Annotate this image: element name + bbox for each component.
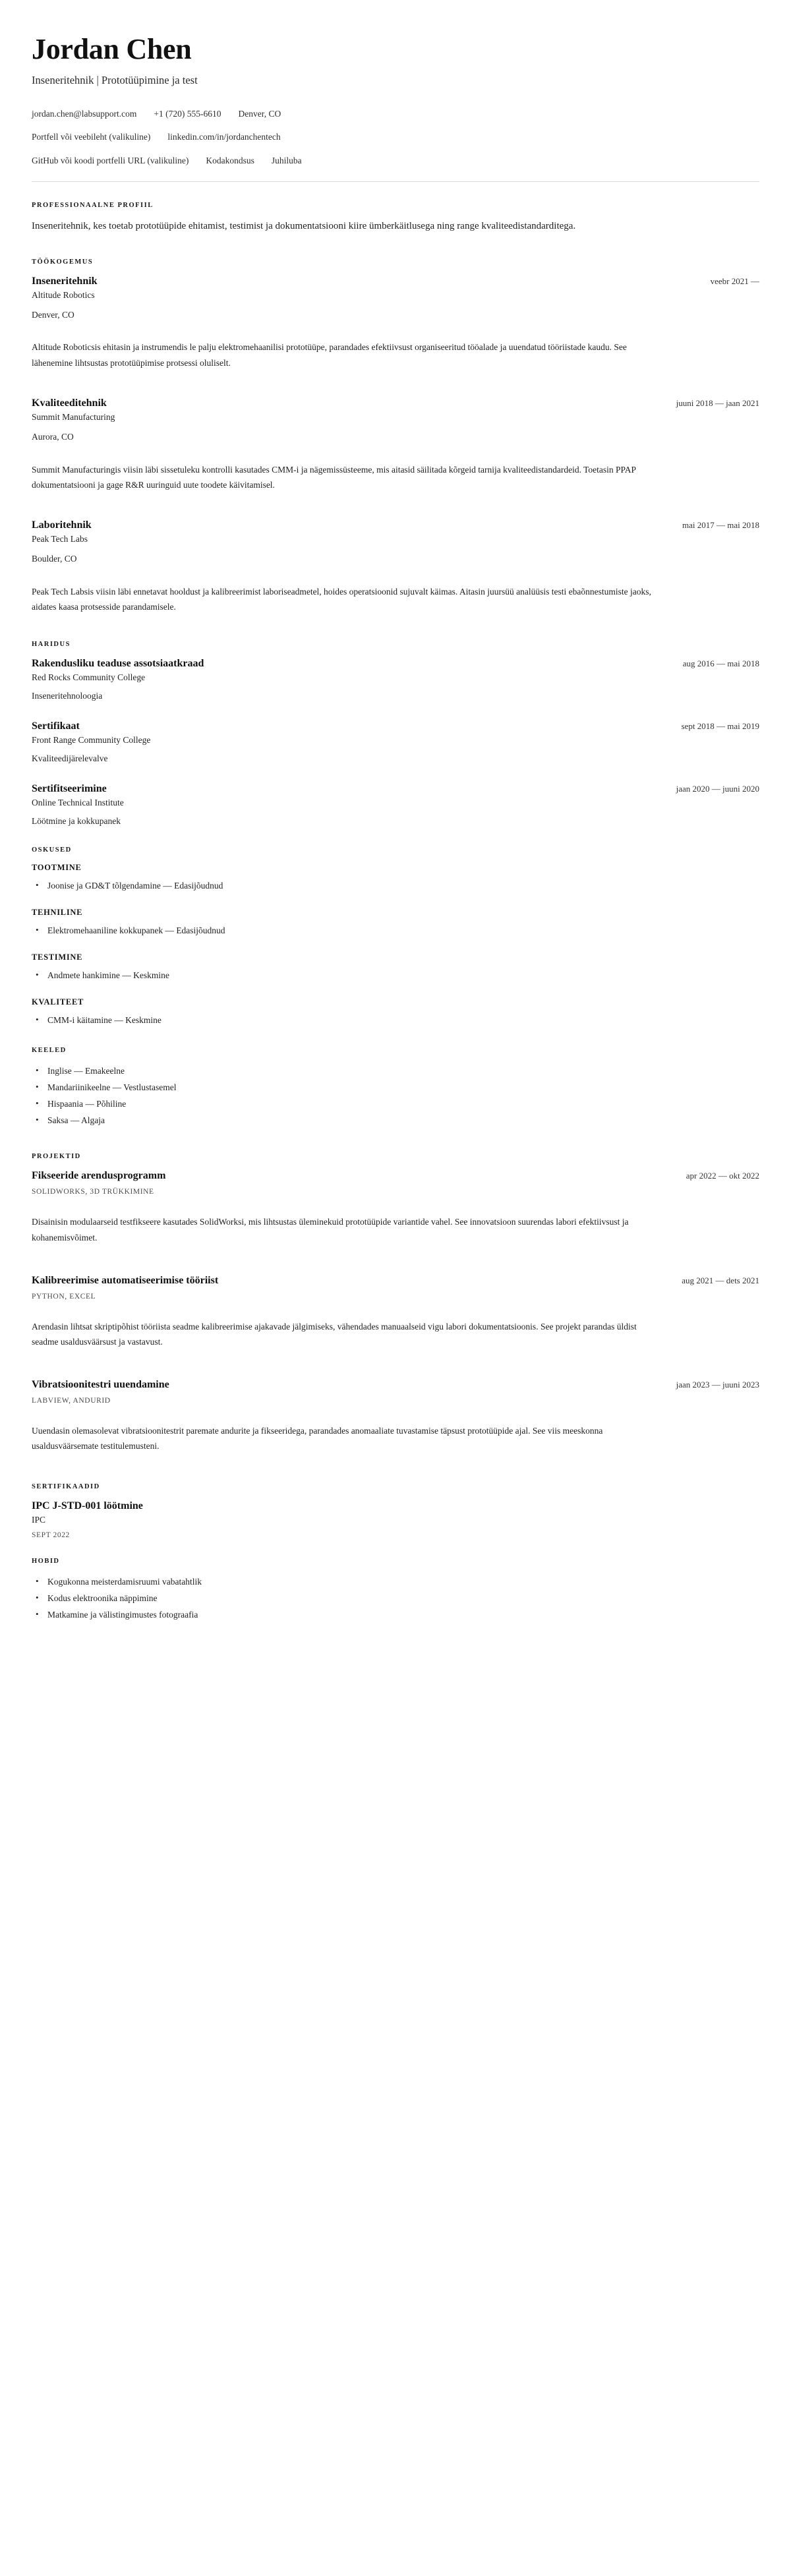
skill-group-title: TEHNILINE [32,907,83,917]
project-description: Uuendasin olemasolevat vibratsioonitestrit paremate andurite ja fikseeridega, parandades anomaaliate tuvastamise täpsust prototüüpide ajal. See viis meeskonna usaldusväärsemate testitulemusteni. [32,1426,603,1451]
project-entry-head [32,1169,759,1183]
section-hobbies [32,1558,759,1624]
language-item: • Mandariinikeelne — Vestlustasemel [32,1080,759,1096]
skill-item: • Elektromehaaniline kokkupanek — Edasijõudnud [32,923,759,939]
certification-issuer: IPC [32,1514,46,1525]
section-projects [32,1153,759,1453]
header-divider [32,181,759,182]
project-entry-head [32,1378,759,1391]
contact-linkedin[interactable]: linkedin.com/in/jordanchentech [167,132,281,142]
experience-company: Summit Manufacturing [32,411,115,422]
project-description: Arendasin lihtsat skriptipõhist tööriista seadme kalibreerimise ajakavade jälgimiseks, vähendades manuaalseid vigu labori dokumentatsioonis. See projekt parandas üldist seadme usaldusväärsust ja vastavust. [32,1321,637,1347]
skill-group-title: TOOTMINE [32,862,82,872]
section-title-projects: PROJEKTID [32,1153,81,1161]
certification-entry [32,1500,759,1539]
section-title-languages: KEELED [32,1047,67,1055]
education-field: Löötmine ja kokkupanek [32,815,121,826]
experience-location: Boulder, CO [32,553,77,564]
experience-entry-head [32,519,759,532]
education-degree: Sertifikaat [32,720,80,732]
hobby-item: • Kodus elektroonika näppimine [32,1591,759,1607]
contact-drivers-license: Juhiluba [271,155,302,165]
certification-name: IPC J-STD-001 löötmine [32,1500,143,1511]
experience-role: Inseneritehnik [32,275,98,287]
education-entry-head [32,720,759,733]
project-entry [32,1169,759,1244]
experience-description: Summit Manufacturingis viisin läbi sissetuleku kontrolli kasutades CMM-i ja nägemissüsteeme, mis aitasid säilitada kõrgeid tarnija kvaliteedistandardeid. Toetasin PPAP dokumentatsiooni ja gage R&R uuringuid uute toodete käivitamisel. [32,464,636,490]
contact-github-label[interactable]: GitHub või koodi portfelli URL (valikuline) [32,155,189,165]
education-dates: aug 2016 — mai 2018 [682,659,759,669]
experience-dates: juuni 2018 — jaan 2021 [676,397,759,408]
contact-phone[interactable]: +1 (720) 555-6610 [154,108,221,119]
education-degree: Sertifitseerimine [32,782,107,794]
project-name: Kalibreerimise automatiseerimise tööriist [32,1274,219,1286]
experience-dates: veebr 2021 — [710,276,759,286]
contact-line-email-phone-location [32,107,759,121]
skill-group [32,863,759,894]
education-entry-head [32,657,759,670]
section-title-skills: OSKUSED [32,846,72,854]
skill-group [32,952,759,984]
education-entry [32,782,759,828]
experience-dates: mai 2017 — mai 2018 [682,520,759,531]
project-description: Disainisin modulaarseid testfikseere kasutades SolidWorksi, mis lihtsustas üleminekuid prototüüpide variantide vahel. See innovatsioon suurendas labori efektiivsust ja kohanemisvõimet. [32,1217,629,1243]
language-item: • Saksa — Algaja [32,1113,759,1129]
profile-summary-text: Inseneritehnik, kes toetab prototüüpide ehitamist, testimist ja dokumentatsiooni kiire ümberkäitlusega ning range kvaliteedistandarditega. [32,221,576,232]
language-item: • Hispaania — Põhiline [32,1096,759,1113]
experience-role: Kvaliteeditehnik [32,397,107,409]
section-title-experience: TÖÖKOGEMUS [32,258,94,266]
certification-date: SEPT 2022 [32,1531,70,1539]
skill-list [32,878,759,894]
contact-citizenship: Kodakondsus [206,155,254,165]
project-tech: LABVIEW, ANDURID [32,1397,111,1405]
skill-item: • Joonise ja GD&T tõlgendamine — Edasijõudnud [32,878,759,894]
skill-list [32,923,759,939]
candidate-headline: Inseneritehnik | Prototüüpimine ja test [32,74,198,87]
project-entry-head [32,1274,759,1287]
section-languages [32,1047,759,1129]
education-entry [32,657,759,703]
hobby-item: • Matkamine ja välistingimustes fotograafia [32,1607,759,1624]
education-field: Kvaliteedijärelevalve [32,753,108,763]
skill-group-title: KVALITEET [32,997,84,1007]
education-dates: jaan 2020 — juuni 2020 [676,783,759,794]
contact-location: Denver, CO [238,108,281,119]
experience-role: Laboritehnik [32,519,92,531]
skill-list [32,968,759,984]
language-list [32,1063,759,1129]
project-entry [32,1378,759,1453]
hobby-item: • Kogukonna meisterdamisruumi vabatahtlik [32,1574,759,1591]
education-degree: Rakendusliku teaduse assotsiaatkraad [32,658,204,670]
project-name: Fikseeride arendusprogramm [32,1170,166,1182]
contact-portfolio-label[interactable]: Portfell või veebileht (valikuline) [32,132,151,142]
project-name: Vibratsioonitestri uuendamine [32,1379,169,1391]
section-title-education: HARIDUS [32,641,71,649]
resume-header [32,34,759,167]
education-school: Front Range Community College [32,735,151,746]
language-item: • Inglise — Emakeelne [32,1063,759,1080]
project-dates: apr 2022 — okt 2022 [686,1171,759,1181]
section-title-hobbies: HOBID [32,1557,60,1565]
experience-entry [32,275,759,370]
experience-description: Altitude Roboticsis ehitasin ja instrumendis le palju elektromehaanilisi prototüüpe, parandades efektiivsust organiseeritud tööalade ja uuendatud tööriistade kaudu. See lähenemine lihtsustas prototüüpimise protsessi oluliselt. [32,342,627,368]
skill-group [32,908,759,939]
experience-location: Aurora, CO [32,431,74,442]
experience-entry-head [32,275,759,288]
experience-entry [32,397,759,492]
education-entry [32,720,759,765]
contact-line-github [32,154,759,167]
education-school: Red Rocks Community College [32,672,146,683]
project-tech: SOLIDWORKS, 3D TRÜKKIMINE [32,1188,154,1196]
section-experience [32,258,759,615]
section-title-profile: PROFESSIONAALNE PROFIIL [32,202,154,210]
experience-company: Altitude Robotics [32,289,95,300]
skill-list [32,1012,759,1029]
section-skills [32,846,759,1029]
education-school: Online Technical Institute [32,797,124,807]
section-title-certifications: SERTIFIKAADID [32,1482,100,1490]
experience-entry [32,519,759,614]
hobby-list [32,1574,759,1624]
project-dates: jaan 2023 — juuni 2023 [676,1380,759,1390]
section-education [32,641,759,827]
experience-company: Peak Tech Labs [32,534,88,544]
education-field: Inseneritehnoloogia [32,691,103,701]
contact-line-portfolio [32,131,759,144]
education-entry-head [32,782,759,796]
project-tech: PYTHON, EXCEL [32,1292,96,1301]
experience-entry-head [32,397,759,410]
project-dates: aug 2021 — dets 2021 [682,1275,759,1285]
candidate-name: Jordan Chen [32,33,192,65]
education-dates: sept 2018 — mai 2019 [681,721,759,732]
experience-description: Peak Tech Labsis viisin läbi ennetavat hooldust ja kalibreerimist laboriseadmetel, hoides operatsioonid sujuvalt käimas. Aitasin juursüü analüüsis testi ebaõnnestumiste jaoks, aidates kaasa protsesside parandamisele. [32,586,651,612]
experience-location: Denver, CO [32,309,74,320]
contact-email[interactable]: jordan.chen@labsupport.com [32,108,137,119]
section-profile [32,202,759,234]
skill-group [32,997,759,1029]
section-certifications [32,1483,759,1539]
project-entry [32,1274,759,1349]
skill-group-title: TESTIMINE [32,952,83,962]
skill-item: • Andmete hankimine — Keskmine [32,968,759,984]
skill-item: • CMM-i käitamine — Keskmine [32,1012,759,1029]
